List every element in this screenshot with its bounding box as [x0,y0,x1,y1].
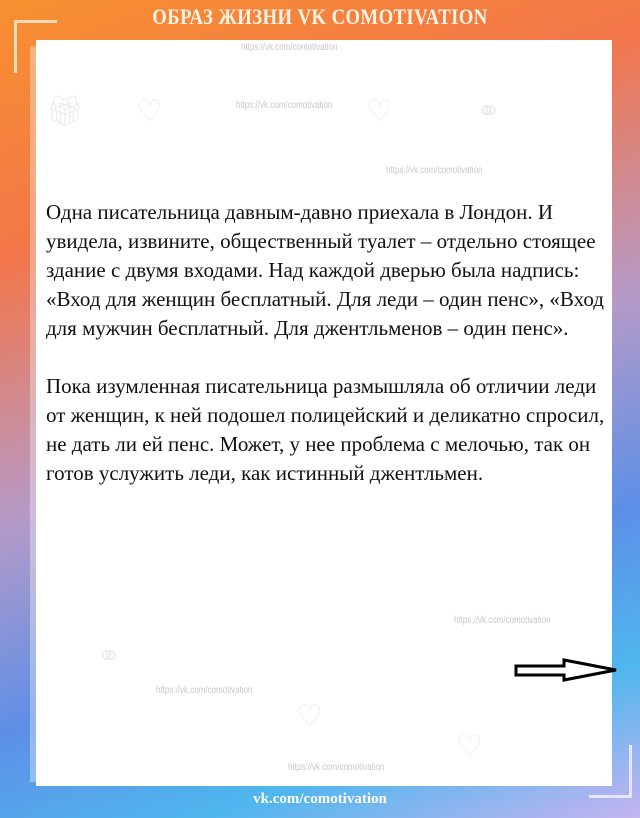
paragraph: Пока изумленная писательница размышляла об отличии леди от женщин, к ней подошел полицейский и деликатно спросил, не дать ли ей пенс. Может, у нее проблема с мелочью, так он готов услужить леди, как истинный джентльмен. [46,374,605,485]
footer-link: vk.com/comotivation [253,791,387,807]
rings-icon: ⚭ [476,94,502,129]
heart-icon: ♡ [136,94,163,129]
rings-icon: ⚭ [96,639,122,674]
gift-icon: 🎁︎ [46,94,85,129]
watermark: https://vk.com/comotivation [386,165,483,176]
paragraph: Одна писательница давным-давно приехала в Лондон. И увидела, извините, общественный туалет – отдельно стоящее здание с двумя входами. Над каждой дверью была надпись: «Вход для женщин бесплатный. Для леди – один пенс», «Вход для мужчин бесплатный. Для джентльменов – один пенс». [46,200,604,340]
heart-icon: ♡ [456,729,483,764]
heart-icon: ♡ [366,94,393,129]
watermark: https://vk.com/comotivation [241,42,338,53]
watermark: https://vk.com/comotivation [288,762,385,773]
next-arrow-icon [514,658,620,684]
post-text [46,198,606,488]
brand-header: ОБРАЗ ЖИЗНИ VK COMOTIVATION [152,4,488,29]
watermark: https://vk.com/comotivation [156,685,253,696]
watermark: https://vk.com/comotivation [454,615,551,626]
heart-icon: ♡ [296,699,323,734]
watermark: https://vk.com/comotivation [236,100,333,111]
